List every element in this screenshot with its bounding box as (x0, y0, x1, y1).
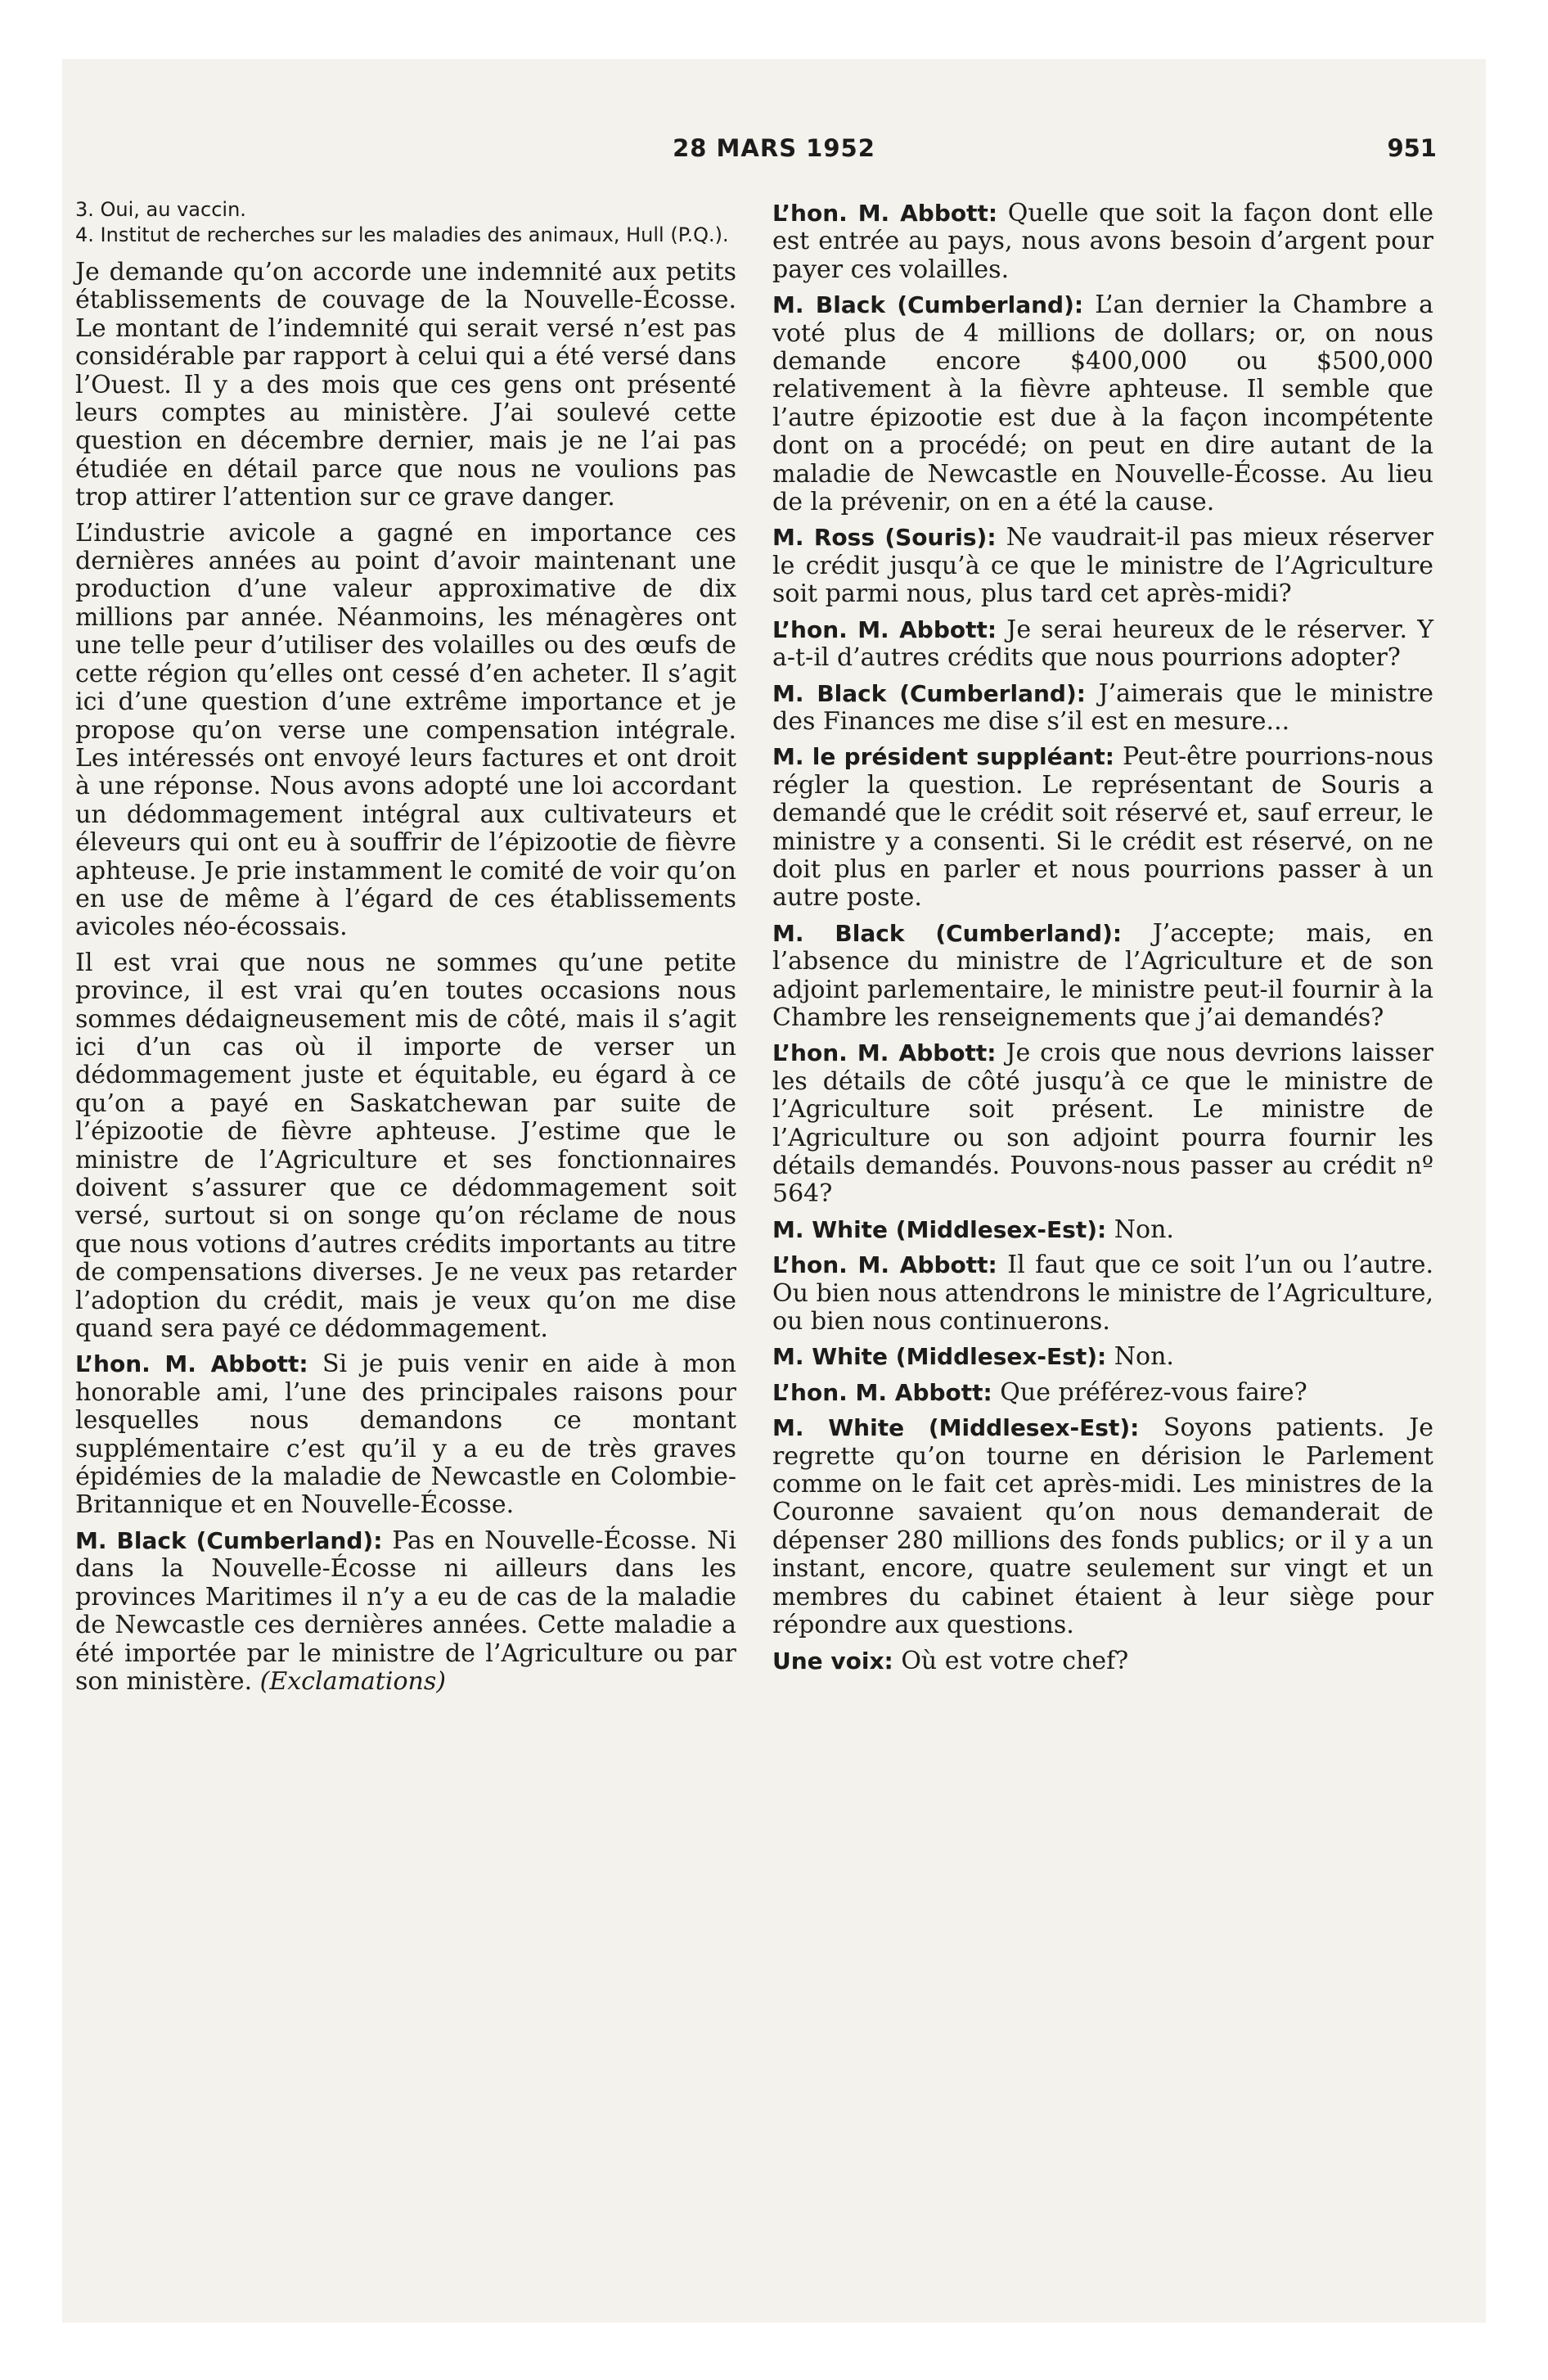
speaker: M. Black (Cumberland): (772, 291, 1084, 319)
speaker: M. White (Middlesex-Est): (772, 1414, 1140, 1442)
speech (772, 680, 1433, 737)
speech-text: Ne vaudrait-il pas mieux réserver le crédit jusqu’à ce que le ministre de l’Agriculture soit parmi nous, plus tard cet après-midi? (772, 523, 1433, 609)
speech (75, 1527, 736, 1696)
speech-interjection: (Exclamations) (259, 1666, 446, 1696)
paragraph: Je demande qu’on accorde une indemnité aux petits établissements de couvage de la Nouvelle-Écosse. Le montant de l’indemnité qui serait versé n’est pas considérable par rapport à celui qui a été versé dans l’Ouest. Il y a des mois que ces gens ont présenté leurs comptes au ministère. J’ai soulevé cette question en décembre dernier, mais je ne l’ai pas étudiée en détail parce que nous ne voulions pas trop attirer l’attention sur ce grave danger. (75, 258, 736, 512)
speech (772, 200, 1433, 284)
speech (75, 1350, 736, 1519)
paragraph: Il est vrai que nous ne sommes qu’une petite province, il est vrai qu’en toutes occasions nous sommes dédaigneusement mis de côté, mais il s’agit ici d’un cas où il importe de verser un dédommagement juste et équitable, eu égard à ce qu’on a payé en Saskatchewan par suite de l’épizootie de fièvre aphteuse. J’estime que le ministre de l’Agriculture et ses fonctionnaires doivent s’assurer que ce dédommagement soit versé, surtout si on songe qu’on réclame de nous que nous votions d’autres crédits importants au titre de compensations diverses. Je ne veux pas retarder l’adoption du crédit, mais je veux qu’on me dise quand sera payé ce dédommagement. (75, 948, 736, 1344)
speech (772, 1216, 1433, 1244)
speech-text: Si je puis venir en aide à mon honorable ami, l’une des principales raisons pour lesquelles nous demandons ce montant supplémentaire c’est qu’il y a eu de très graves épidémies de la maladie de Newcastle en Colombie-Britannique et en Nouvelle-Écosse. (75, 1350, 736, 1520)
speech-text: Non. (1114, 1215, 1174, 1244)
speech (772, 291, 1433, 516)
speaker: M. Black (Cumberland): (75, 1526, 383, 1554)
speech-text: Il faut que ce soit l’un ou l’autre. Ou bien nous attendrons le ministre de l’Agriculture, ou bien nous continuerons. (772, 1251, 1434, 1336)
speech-text: J’accepte; mais, en l’absence du ministre de l’Agriculture et de son adjoint parlementaire, le ministre peut-il fournir à la Chambre les renseignements que j’ai demandés? (772, 918, 1433, 1032)
speech-text: Peut-être pourrions-nous régler la question. Le représentant de Souris a demandé que le crédit soit réservé et, sauf erreur, le ministre y a consenti. Si le crédit est réservé, on ne doit plus en parler et nous pourrions passer à un autre poste. (772, 742, 1433, 913)
speech-text: L’an dernier la Chambre a voté plus de 4 millions de dollars; or, on nous demande encore $400,000 ou $500,000 relativement à la fièvre aphteuse. Il semble que l’autre épizootie est due à la façon incompétente dont on a procédé; on peut en dire autant de la maladie de Newcastle en Nouvelle-Écosse. Au lieu de la prévenir, on en a été la cause. (772, 291, 1433, 517)
page-date: 28 MARS 1952 (673, 134, 875, 162)
speaker: L’hon. M. Abbott: (75, 1350, 308, 1378)
speech (772, 524, 1433, 608)
footnote: 4. Institut de recherches sur les maladies des animaux, Hull (P.Q.). (75, 223, 729, 246)
paragraph: L’industrie avicole a gagné en importance ces dernières années au point d’avoir maintenant une production d’une valeur approximative de dix millions par année. Néanmoins, les ménagères ont une telle peur d’utiliser des volailles ou des œufs de cette région qu’elles ont cessé d’en acheter. Il s’agit ici d’une question d’une extrême importance et je propose qu’on verse une compensation intégrale. Les intéressés ont envoyé leurs factures et ont droit à une réponse. Nous avons adopté une loi accordant un dédommagement intégral aux cultivateurs et éleveurs qui ont eu à souffrir de l’épizootie de fièvre aphteuse. Je prie instamment le comité de voir qu’on en use de même à l’égard de ces établissements avicoles néo-écossais. (75, 518, 736, 942)
speech-text: Je crois que nous devrions laisser les détails de côté jusqu’à ce que le ministre de l’Agriculture soit présent. Le ministre de l’Agriculture ou son adjoint pourra fournir les détails demandés. Pouvons-nous passer au crédit nº 564? (772, 1039, 1434, 1209)
speaker: M. Black (Cumberland): (772, 679, 1086, 707)
speech (772, 1251, 1433, 1336)
speech-text: Pas en Nouvelle-Écosse. Ni dans la Nouvelle-Écosse ni ailleurs dans les provinces Maritimes il n’y a eu de cas de la maladie de Newcastle ces dernières années. Cette maladie a été importée par le ministre de l’Agriculture ou par son ministère. (75, 1526, 736, 1696)
left-column (75, 198, 736, 1703)
right-column (772, 200, 1433, 1683)
page (62, 59, 1486, 2323)
speech (772, 1343, 1433, 1371)
speaker: M. White (Middlesex-Est): (772, 1343, 1107, 1371)
speaker: M. Ross (Souris): (772, 524, 997, 552)
speech (772, 1039, 1433, 1208)
page-header (62, 134, 1486, 167)
speech-text: J’aimerais que le ministre des Finances me dise s’il est en mesure... (772, 678, 1433, 736)
footnote: 3. Oui, au vaccin. (75, 198, 246, 221)
speech-text: Où est votre chef? (901, 1646, 1129, 1675)
speech (772, 920, 1433, 1033)
speaker: L’hon. M. Abbott: (772, 615, 997, 643)
page-number: 951 (1387, 134, 1437, 162)
speaker: L’hon. M. Abbott: (772, 1251, 997, 1279)
speaker: M. White (Middlesex-Est): (772, 1215, 1107, 1243)
speech-text: Soyons patients. Je regrette qu’on tourne en dérision le Parlement comme on le fait cet après-midi. Les ministres de la Couronne savaient qu’on nous demanderait de dépenser 280 millions des fonds publics; or il y a un instant, encore, quatre seulement sur vingt et un membres du cabinet étaient à leur siège pour répondre aux questions. (772, 1413, 1434, 1640)
speech-text: Que préférez-vous faire? (1000, 1377, 1307, 1407)
speaker: M. Black (Cumberland): (772, 919, 1123, 947)
speech-text: Je serai heureux de le réserver. Y a-t-il d’autres crédits que nous pourrions adopter? (772, 615, 1433, 673)
speech (772, 1648, 1433, 1675)
speech (772, 743, 1433, 912)
speech-text: Non. (1114, 1342, 1174, 1372)
speaker: M. le président suppléant: (772, 743, 1114, 771)
speech (772, 1379, 1433, 1407)
speaker: L’hon. M. Abbott: (772, 200, 998, 227)
speech (772, 1414, 1433, 1639)
speaker: Une voix: (772, 1647, 893, 1675)
speaker: L’hon. M. Abbott: (772, 1039, 997, 1067)
speaker: L’hon. M. Abbott: (772, 1378, 992, 1406)
speech (772, 616, 1433, 673)
speech-text: Quelle que soit la façon dont elle est entrée au pays, nous avons besoin d’argent pour payer ces volailles. (772, 199, 1433, 284)
